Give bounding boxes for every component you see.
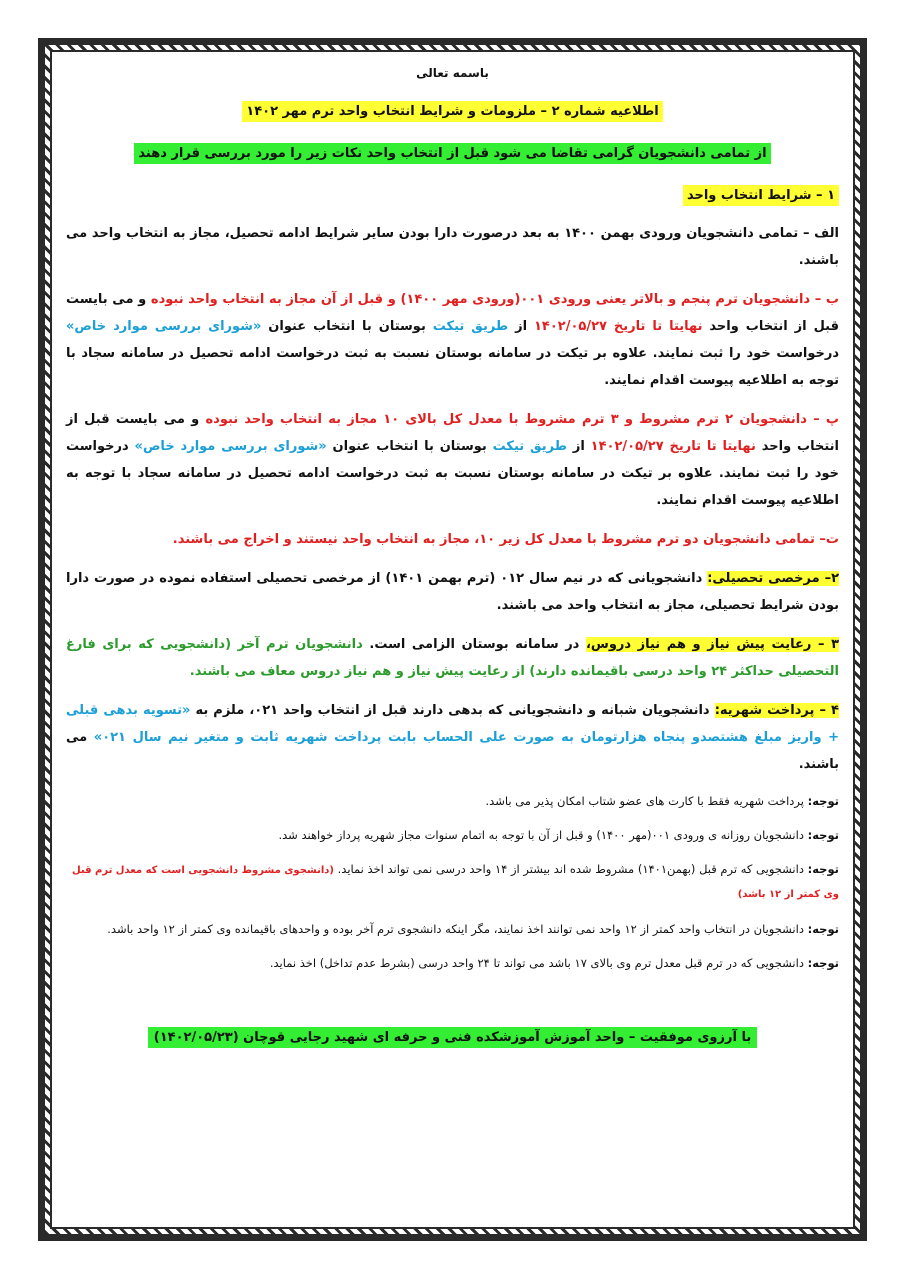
section3: ۳ – رعایت پیش نیاز و هم نیاز دروس، در سامانه بوستان الزامی است. دانشجویان ترم آخر (دانشجویی که برای فارغ التحصیلی حداکثر ۲۴ واحد درسی باقیمانده دارند) از رعایت پیش نیاز و هم نیاز دروس معاف می باشند. — [66, 637, 839, 679]
clause-be: ب – دانشجویان ترم پنجم و بالاتر یعنی ورودی ۰۰۱(ورودی مهر ۱۴۰۰) و قبل از آن مجاز به انتخاب واحد نبوده و می بایست قبل از انتخاب واحد نهایتا تا تاریخ ۱۴۰۲/۰۵/۲۷ از طریق تیکت بوستان با انتخاب عنوان «شورای بررسی موارد خاص» درخواست خود را ثبت نمایند. علاوه بر تیکت در سامانه بوستان نسبت به ثبت درخواست ادامه تحصیل در سامانه سجاد با توجه به اطلاعیه پیوست اقدام نمایند. — [66, 292, 839, 388]
note-4: توجه: دانشجویان در انتخاب واحد کمتر از ۱۲ واحد نمی توانند اخذ نمایند، مگر اینکه دانشجوی ترم آخر بوده و واحدهای باقیمانده وی کمتر از ۱۲ واحد باشد. — [107, 922, 839, 936]
clause-pe: پ – دانشجویان ۲ ترم مشروط و ۳ ترم مشروط با معدل کل بالای ۱۰ مجاز به انتخاب واحد نبوده و می بایست قبل از انتخاب واحد نهایتا تا تاریخ ۱۴۰۲/۰۵/۲۷ از طریق تیکت بوستان با انتخاب عنوان «شورای بررسی موارد خاص» درخواست خود را ثبت نمایند. علاوه بر تیکت در سامانه بوستان نسبت به ثبت درخواست ادامه تحصیل در سامانه سجاد با توجه به اطلاعیه پیوست اقدام نمایند. — [66, 412, 840, 508]
bismillah: باسمه تعالی — [416, 66, 489, 80]
section2-heading: ۲– مرخصی تحصیلی: — [707, 571, 840, 586]
footer-signature: با آرزوی موفقیت – واحد آموزش آموزشکده فنی و حرفه ای شهید رجایی قوچان (۱۴۰۲/۰۵/۲۳) — [148, 1027, 757, 1048]
section4-heading: ۴ – پرداخت شهریه: — [714, 703, 839, 718]
note-1: توجه: پرداخت شهریه فقط با کارت های عضو شتاب امکان پذیر می باشد. — [485, 794, 839, 808]
clause-te: ت– تمامی دانشجویان دو ترم مشروط با معدل کل زیر ۱۰، مجاز به انتخاب واحد نیستند و اخراج می باشند. — [172, 532, 839, 547]
clause-alef: الف – تمامی دانشجویان ورودی بهمن ۱۴۰۰ به بعد درصورت دارا بودن سایر شرایط ادامه تحصیل، مجاز به انتخاب واحد می باشند. — [66, 226, 839, 268]
intro-text: از تمامی دانشجویان گرامی تقاضا می شود قبل از انتخاب واحد نکات زیر را مورد بررسی قرار دهند — [134, 143, 770, 164]
announcement-title: اطلاعیه شماره ۲ – ملزومات و شرایط انتخاب واحد ترم مهر ۱۴۰۲ — [242, 101, 662, 122]
note-2: توجه: دانشجویان روزانه ی ورودی ۰۰۱(مهر ۱۴۰۰) و قبل از آن با توجه به اتمام سنوات مجاز شهریه پرداز خواهند شد. — [278, 828, 839, 842]
note-3: توجه: دانشجویی که ترم قبل (بهمن۱۴۰۱) مشروط شده اند بیشتر از ۱۴ واحد درسی نمی تواند اخذ نماید. (دانشجوی مشروط دانشجویی است که معدل ترم قبل وی کمتر از ۱۲ باشد) — [71, 862, 839, 900]
section2: ۲– مرخصی تحصیلی: دانشجویانی که در نیم سال ۰۱۲ (ترم بهمن ۱۴۰۱) از مرخصی تحصیلی استفاده نموده در صورت دارا بودن شرایط تحصیلی، مجاز به انتخاب واحد می باشند. — [66, 571, 840, 613]
section4: ۴ – پرداخت شهریه: دانشجویان شبانه و دانشجویانی که بدهی دارند قبل از انتخاب واحد ۰۲۱، ملزم به «تسویه بدهی قبلی + واریز مبلغ هشتصدو پنجاه هزارتومان به صورت علی الحساب بابت پرداخت شهریه ثابت و متغیر نیم سال ۰۲۱» می باشند. — [66, 703, 839, 772]
announcement-content — [66, 60, 839, 1048]
section3-heading: ۳ – رعایت پیش نیاز و هم نیاز دروس، — [585, 637, 839, 652]
note-5: توجه: دانشجویی که در ترم قبل معدل ترم وی بالای ۱۷ باشد می تواند تا ۲۴ واحد درسی (بشرط عدم تداخل) اخذ نماید. — [269, 956, 839, 970]
section1-heading: ۱ – شرایط انتخاب واحد — [683, 185, 839, 206]
